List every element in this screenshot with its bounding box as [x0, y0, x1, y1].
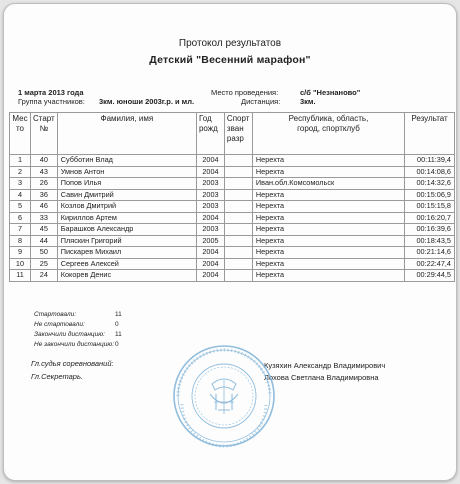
- cell-name: Кириллов Артем: [57, 212, 196, 224]
- cell-region: Нерехта: [252, 224, 404, 236]
- cell-result: 00:14:08,6: [405, 166, 455, 178]
- protocol-title: Протокол результатов: [178, 38, 282, 49]
- cell-name: Сергеев Алексей: [57, 258, 196, 270]
- cell-year: 2004: [196, 247, 224, 259]
- table-row: [10, 224, 455, 236]
- cell-result: 00:16:20,7: [405, 212, 455, 224]
- cell-start: 25: [30, 258, 57, 270]
- cell-name: Савин Дмитрий: [57, 189, 196, 201]
- cell-start: 33: [30, 212, 57, 224]
- cell-start: 24: [30, 270, 57, 282]
- cell-region: Нерехта: [252, 212, 404, 224]
- header-name: Фамилия, имя: [57, 113, 196, 155]
- table-row: [10, 270, 455, 282]
- cell-result: 00:18:43,5: [405, 235, 455, 247]
- summary-stats: [34, 310, 134, 350]
- table-row: [10, 201, 455, 213]
- judge-name: Кузяхин Александр Владимирович: [264, 361, 386, 370]
- stat-not-finished: Не закончили дистанцию: 0: [34, 341, 119, 348]
- cell-rank: [224, 178, 252, 190]
- cell-start: 50: [30, 247, 57, 259]
- cell-year: 2004: [196, 155, 224, 167]
- group-label: Группа участников:: [18, 97, 85, 106]
- cell-name: Кокорев Денис: [57, 270, 196, 282]
- cell-year: 2005: [196, 235, 224, 247]
- secretary-label: Гл.Секретарь.: [31, 372, 83, 381]
- cell-place: 1: [10, 155, 31, 167]
- cell-name: Субботин Влад: [57, 155, 196, 167]
- table-row: [10, 235, 455, 247]
- cell-name: Барашков Александр: [57, 224, 196, 236]
- cell-name: Козлов Дмитрий: [57, 201, 196, 213]
- header-place: Мес то: [10, 113, 31, 155]
- venue-label: Место проведения:: [211, 88, 279, 97]
- table-row: [10, 166, 455, 178]
- table-header-row: [10, 113, 455, 155]
- table-row: [10, 212, 455, 224]
- cell-region: Нерехта: [252, 155, 404, 167]
- results-table: [9, 112, 455, 282]
- distance-label: Дистанция:: [241, 97, 281, 106]
- cell-result: 00:29:44,5: [405, 270, 455, 282]
- cell-result: 00:11:39,4: [405, 155, 455, 167]
- cell-result: 00:22:47,4: [405, 258, 455, 270]
- cell-year: 2004: [196, 212, 224, 224]
- cell-start: 43: [30, 166, 57, 178]
- cell-rank: [224, 247, 252, 259]
- cell-region: Иван.обл.Комсомольск: [252, 178, 404, 190]
- cell-region: Нерехта: [252, 189, 404, 201]
- cell-result: 00:15:06,9: [405, 189, 455, 201]
- cell-rank: [224, 212, 252, 224]
- cell-name: Пляскин Григорий: [57, 235, 196, 247]
- cell-rank: [224, 189, 252, 201]
- header-start: Старт №: [30, 113, 57, 155]
- cell-region: Нерехта: [252, 201, 404, 213]
- cell-place: 6: [10, 212, 31, 224]
- cell-start: 46: [30, 201, 57, 213]
- secretary-name: Лохова Светлана Владимировна: [264, 373, 379, 382]
- cell-name: Умнов Антон: [57, 166, 196, 178]
- table-row: [10, 178, 455, 190]
- cell-year: 2003: [196, 178, 224, 190]
- stat-started: Стартовали: 11: [34, 311, 122, 318]
- cell-place: 2: [10, 166, 31, 178]
- cell-rank: [224, 166, 252, 178]
- cell-rank: [224, 270, 252, 282]
- official-seal-stamp: [172, 344, 276, 448]
- cell-start: 45: [30, 224, 57, 236]
- cell-result: 00:15:15,8: [405, 201, 455, 213]
- cell-year: 2004: [196, 166, 224, 178]
- cell-place: 8: [10, 235, 31, 247]
- cell-place: 11: [10, 270, 31, 282]
- venue-value: с/б "Незнаново": [300, 88, 361, 97]
- cell-start: 44: [30, 235, 57, 247]
- cell-year: 2003: [196, 201, 224, 213]
- distance-value: 3км.: [300, 97, 316, 106]
- cell-place: 3: [10, 178, 31, 190]
- event-title: Детский "Весенний марафон": [149, 54, 311, 66]
- cell-year: 2004: [196, 270, 224, 282]
- document-frame: [3, 3, 457, 481]
- stat-not-started: Не стартовали: 0: [34, 321, 119, 328]
- header-region: Республика, область, город, спортклуб: [252, 113, 404, 155]
- header-rank: Спорт зван разр: [224, 113, 252, 155]
- header-year: Год рожд: [196, 113, 224, 155]
- cell-rank: [224, 224, 252, 236]
- cell-place: 4: [10, 189, 31, 201]
- cell-place: 5: [10, 201, 31, 213]
- cell-region: Нерехта: [252, 166, 404, 178]
- cell-name: Попов Илья: [57, 178, 196, 190]
- stat-finished: Закончили дистанцию: 11: [34, 331, 122, 338]
- cell-year: 2004: [196, 258, 224, 270]
- cell-region: Нерехта: [252, 247, 404, 259]
- event-date: 1 марта 2013 года: [18, 88, 84, 97]
- table-row: [10, 189, 455, 201]
- cell-rank: [224, 258, 252, 270]
- cell-region: Нерехта: [252, 270, 404, 282]
- cell-start: 40: [30, 155, 57, 167]
- cell-name: Пискарев Михаил: [57, 247, 196, 259]
- cell-rank: [224, 201, 252, 213]
- table-row: [10, 155, 455, 167]
- cell-region: Нерехта: [252, 235, 404, 247]
- cell-result: 00:16:39,6: [405, 224, 455, 236]
- table-row: [10, 247, 455, 259]
- cell-region: Нерехта: [252, 258, 404, 270]
- cell-start: 36: [30, 189, 57, 201]
- group-value: 3км. юноши 2003г.р. и мл.: [99, 97, 195, 106]
- cell-rank: [224, 155, 252, 167]
- judge-label: Гл.судья соревнований:: [31, 359, 114, 368]
- results-protocol: [4, 4, 456, 480]
- cell-year: 2003: [196, 224, 224, 236]
- cell-result: 00:14:32,6: [405, 178, 455, 190]
- cell-place: 9: [10, 247, 31, 259]
- cell-result: 00:21:14,6: [405, 247, 455, 259]
- cell-start: 26: [30, 178, 57, 190]
- cell-year: 2003: [196, 189, 224, 201]
- table-row: [10, 258, 455, 270]
- cell-place: 7: [10, 224, 31, 236]
- cell-place: 10: [10, 258, 31, 270]
- header-result: Результат: [405, 113, 455, 155]
- cell-rank: [224, 235, 252, 247]
